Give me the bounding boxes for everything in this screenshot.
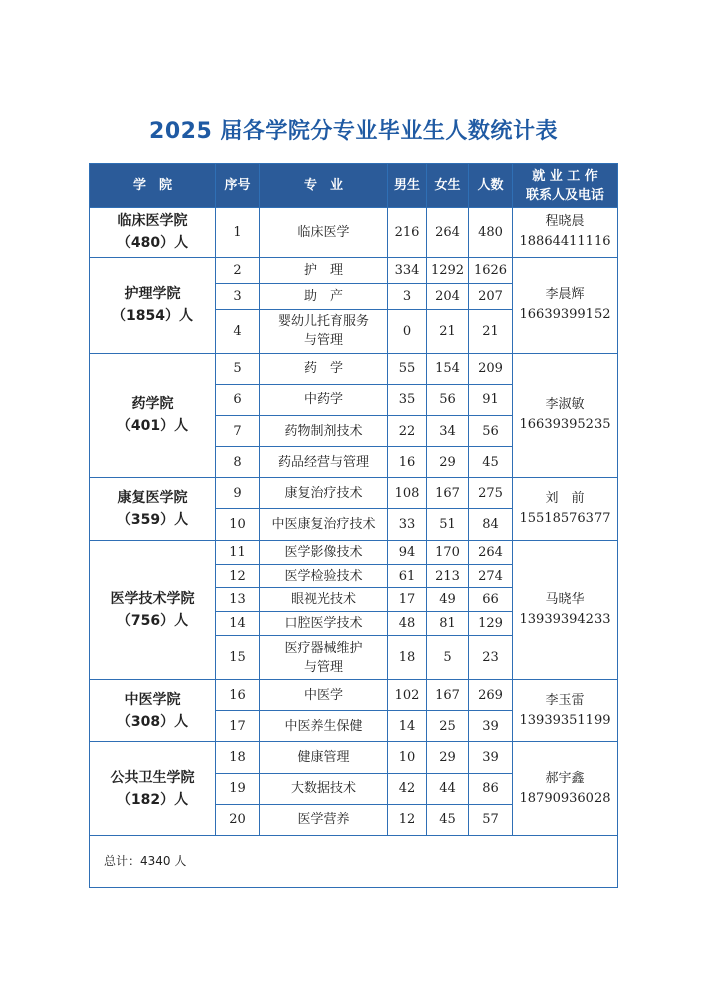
total-cell: 1626 — [469, 257, 513, 283]
female-cell: 44 — [427, 773, 469, 804]
male-cell: 48 — [388, 612, 427, 636]
seq-cell: 8 — [216, 447, 260, 478]
seq-cell: 12 — [216, 564, 260, 588]
seq-cell: 5 — [216, 353, 260, 384]
major-cell: 中医学 — [260, 679, 388, 710]
male-cell: 18 — [388, 636, 427, 680]
seq-cell: 20 — [216, 804, 260, 835]
major-cell: 医学营养 — [260, 804, 388, 835]
seq-cell: 7 — [216, 415, 260, 446]
major-cell: 护 理 — [260, 257, 388, 283]
contact-cell — [513, 679, 618, 741]
college-name: 护理学院 — [124, 286, 181, 303]
total-cell: 91 — [469, 384, 513, 415]
seq-cell: 14 — [216, 612, 260, 636]
seq-cell: 15 — [216, 636, 260, 680]
seq-cell: 1 — [216, 208, 260, 258]
contact-cell — [513, 540, 618, 679]
college-cell — [90, 742, 216, 836]
female-cell: 1292 — [427, 257, 469, 283]
contact-cell — [513, 742, 618, 836]
major-cell: 药品经营与管理 — [260, 447, 388, 478]
college-name: 公共卫生学院 — [110, 769, 195, 786]
college-cell — [90, 478, 216, 540]
female-cell: 49 — [427, 588, 469, 612]
contact-phone: 18864411116 — [519, 234, 611, 250]
major-line2: 与管理 — [303, 659, 343, 675]
female-cell: 29 — [427, 742, 469, 773]
college-count: （401）人 — [116, 418, 189, 435]
female-cell: 154 — [427, 353, 469, 384]
male-cell: 10 — [388, 742, 427, 773]
contact-phone: 13939394233 — [519, 611, 611, 627]
major-cell: 眼视光技术 — [260, 588, 388, 612]
seq-cell: 16 — [216, 679, 260, 710]
female-cell: 81 — [427, 612, 469, 636]
total-cell: 21 — [469, 309, 513, 353]
major-cell: 药物制剂技术 — [260, 415, 388, 446]
college-name: 医学技术学院 — [110, 590, 195, 607]
male-cell: 334 — [388, 257, 427, 283]
contact-name: 程晓晨 — [545, 214, 585, 230]
female-cell: 45 — [427, 804, 469, 835]
total-cell: 56 — [469, 415, 513, 446]
male-cell: 14 — [388, 711, 427, 742]
major-cell: 健康管理 — [260, 742, 388, 773]
total-cell: 207 — [469, 283, 513, 309]
college-count: （308）人 — [116, 713, 189, 730]
female-cell: 34 — [427, 415, 469, 446]
college-name: 临床医学院 — [117, 213, 188, 230]
female-cell: 5 — [427, 636, 469, 680]
major-cell: 药 学 — [260, 353, 388, 384]
contact-cell — [513, 353, 618, 478]
female-cell: 170 — [427, 540, 469, 564]
graduates-table — [89, 163, 618, 888]
contact-name: 李淑敏 — [545, 397, 585, 413]
seq-cell: 19 — [216, 773, 260, 804]
major-cell: 康复治疗技术 — [260, 478, 388, 509]
table-row — [90, 257, 618, 283]
total-cell: 39 — [469, 742, 513, 773]
total-cell: 129 — [469, 612, 513, 636]
major-line1: 医疗器械维护 — [284, 640, 363, 656]
header-contact — [513, 164, 618, 208]
total-cell: 57 — [469, 804, 513, 835]
female-cell: 56 — [427, 384, 469, 415]
table-row — [90, 679, 618, 710]
major-cell — [260, 309, 388, 353]
female-cell: 213 — [427, 564, 469, 588]
seq-cell: 4 — [216, 309, 260, 353]
contact-cell — [513, 257, 618, 353]
seq-cell: 18 — [216, 742, 260, 773]
male-cell: 102 — [388, 679, 427, 710]
female-cell: 167 — [427, 478, 469, 509]
major-cell: 中医康复治疗技术 — [260, 509, 388, 540]
table-row — [90, 742, 618, 773]
seq-cell: 2 — [216, 257, 260, 283]
header-male: 男生 — [388, 164, 427, 208]
major-cell: 医学影像技术 — [260, 540, 388, 564]
total-cell: 209 — [469, 353, 513, 384]
college-count: （1854）人 — [112, 308, 193, 325]
college-count: （359）人 — [116, 511, 189, 528]
total-cell: 84 — [469, 509, 513, 540]
female-cell: 25 — [427, 711, 469, 742]
male-cell: 94 — [388, 540, 427, 564]
table-row — [90, 208, 618, 258]
header-seq: 序号 — [216, 164, 260, 208]
total-cell: 275 — [469, 478, 513, 509]
contact-phone: 13939351199 — [519, 712, 611, 728]
total-cell: 86 — [469, 773, 513, 804]
major-cell: 中药学 — [260, 384, 388, 415]
contact-name: 李晨辉 — [545, 287, 585, 303]
major-cell: 医学检验技术 — [260, 564, 388, 588]
female-cell: 204 — [427, 283, 469, 309]
seq-cell: 6 — [216, 384, 260, 415]
seq-cell: 9 — [216, 478, 260, 509]
college-count: （182）人 — [116, 791, 189, 808]
male-cell: 35 — [388, 384, 427, 415]
seq-cell: 3 — [216, 283, 260, 309]
major-line1: 婴幼儿托育服务 — [277, 314, 369, 330]
major-cell — [260, 636, 388, 680]
female-cell: 29 — [427, 447, 469, 478]
college-name: 药学院 — [131, 396, 174, 413]
table-header-row — [90, 164, 618, 208]
table-row — [90, 540, 618, 564]
college-name: 康复医学院 — [117, 489, 188, 506]
male-cell: 61 — [388, 564, 427, 588]
major-cell: 大数据技术 — [260, 773, 388, 804]
major-cell: 中医养生保健 — [260, 711, 388, 742]
college-cell — [90, 679, 216, 741]
college-count: （756）人 — [116, 612, 189, 629]
male-cell: 108 — [388, 478, 427, 509]
major-cell: 口腔医学技术 — [260, 612, 388, 636]
female-cell: 21 — [427, 309, 469, 353]
male-cell: 16 — [388, 447, 427, 478]
contact-cell — [513, 478, 618, 540]
female-cell: 264 — [427, 208, 469, 258]
page-title: 2025 届各学院分专业毕业生人数统计表 — [149, 119, 558, 144]
college-cell — [90, 540, 216, 679]
seq-cell: 17 — [216, 711, 260, 742]
contact-name: 李玉雷 — [545, 692, 585, 708]
total-cell: 45 — [469, 447, 513, 478]
major-cell: 助 产 — [260, 283, 388, 309]
college-count: （480）人 — [116, 235, 189, 252]
male-cell: 12 — [388, 804, 427, 835]
table-row — [90, 353, 618, 384]
college-cell — [90, 353, 216, 478]
grand-total: 总计：4340 人 — [90, 835, 618, 887]
header-major: 专 业 — [260, 164, 388, 208]
contact-phone: 16639399152 — [519, 307, 611, 323]
college-cell — [90, 257, 216, 353]
header-contact-line1: 就 业 工 作 — [532, 168, 598, 184]
header-female: 女生 — [427, 164, 469, 208]
contact-phone: 15518576377 — [519, 510, 611, 526]
male-cell: 42 — [388, 773, 427, 804]
male-cell: 55 — [388, 353, 427, 384]
contact-cell — [513, 208, 618, 258]
male-cell: 3 — [388, 283, 427, 309]
total-cell: 39 — [469, 711, 513, 742]
female-cell: 167 — [427, 679, 469, 710]
seq-cell: 13 — [216, 588, 260, 612]
female-cell: 51 — [427, 509, 469, 540]
male-cell: 0 — [388, 309, 427, 353]
college-name: 中医学院 — [124, 691, 181, 708]
major-line2: 与管理 — [303, 333, 343, 349]
total-row — [90, 835, 618, 887]
male-cell: 17 — [388, 588, 427, 612]
male-cell: 22 — [388, 415, 427, 446]
male-cell: 216 — [388, 208, 427, 258]
contact-name: 刘 前 — [545, 490, 585, 506]
total-cell: 264 — [469, 540, 513, 564]
total-cell: 23 — [469, 636, 513, 680]
contact-name: 郝宇鑫 — [545, 770, 585, 786]
table-row — [90, 478, 618, 509]
contact-phone: 18790936028 — [519, 790, 611, 806]
major-cell: 临床医学 — [260, 208, 388, 258]
seq-cell: 10 — [216, 509, 260, 540]
header-contact-line2: 联系人及电话 — [525, 187, 604, 203]
college-cell — [90, 208, 216, 258]
header-total: 人数 — [469, 164, 513, 208]
contact-name: 马晓华 — [545, 591, 585, 607]
contact-phone: 16639395235 — [519, 417, 611, 433]
seq-cell: 11 — [216, 540, 260, 564]
total-cell: 480 — [469, 208, 513, 258]
total-cell: 66 — [469, 588, 513, 612]
total-cell: 274 — [469, 564, 513, 588]
header-college: 学 院 — [90, 164, 216, 208]
total-cell: 269 — [469, 679, 513, 710]
male-cell: 33 — [388, 509, 427, 540]
